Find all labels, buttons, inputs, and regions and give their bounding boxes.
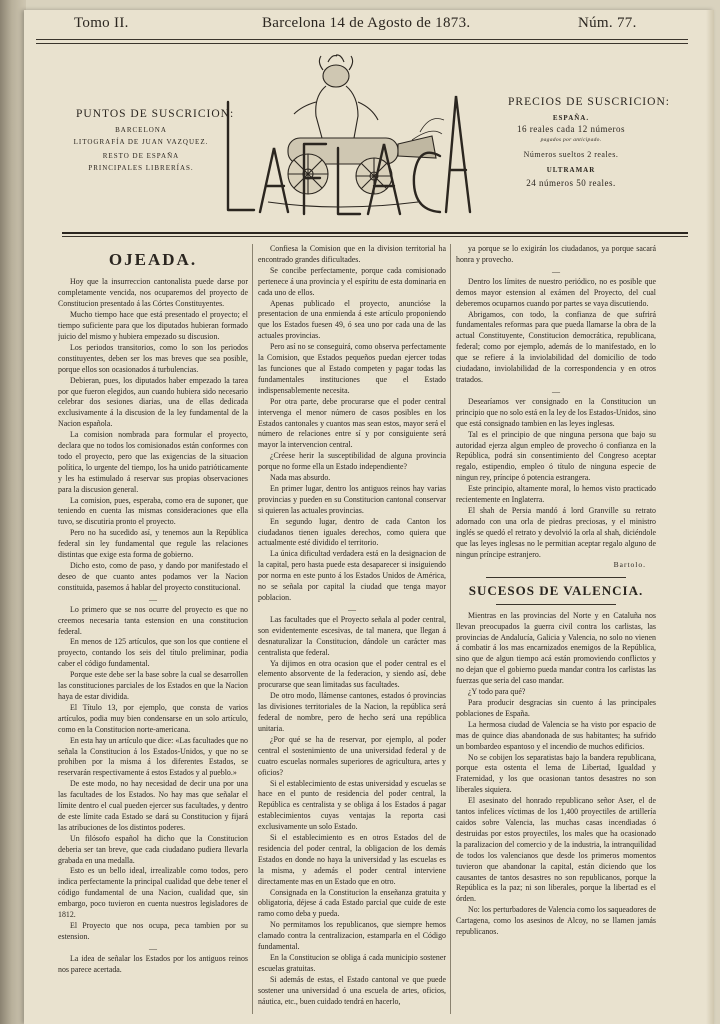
book-binding (0, 0, 26, 1024)
page-edge-shadow (706, 10, 714, 1024)
dateline: Barcelona 14 de Agosto de 1873. (262, 15, 471, 31)
masthead-rule-thin (62, 236, 688, 237)
column-2 (258, 244, 446, 1020)
header-rule-top (36, 39, 688, 40)
subscription-line: RESTO DE ESPAÑA (102, 152, 180, 160)
masthead-rule (62, 232, 688, 234)
paragraph: Tal es el principio de que ninguna persona que bajo su autoridad ejerza algun empleo de provecho ó confianza en la República, podrá sin consentimiento del Congreso aceptar regalo, estipendio, empleo ó título de ninguna especie de ningun rey, príncipe ó potencia estrangera. (456, 429, 656, 483)
paragraph: Hoy que la insurreccion cantonalista puede darse por completamente vencida, nos ocuparemos del proyecto de Constitucion presentado á las Córtes Constituyentes. (58, 277, 248, 309)
price-twelve-issues: 16 reales cada 12 números (517, 124, 625, 134)
paragraph: De este modo, no hay necesidad de decir una por una las facultades de los Estados. No hay mas que señalar el límite dentro el cual pueden ejercer sus facultades, y dentro de este límite cada Estado se dará su Constitucion y fijará las atribuciones de los distintos poderes. (58, 779, 248, 832)
paragraph: En esta hay un artículo que dice: «Las facultades que no señala la Constitucion á los Estados-Unidos, y que no se prohiben por la misma á los diferentes Estados, se reservarán respectivamente á estos Estados y al pueblo.» (58, 735, 248, 778)
paragraph: Apenas publicado el proyecto, anuncióse la presentacion de una enmienda á este artículo proponiendo que los Estados fuesen 49, ó sea uno por cada una de las actuales provincias. (258, 298, 446, 341)
subscription-line: PRINCIPALES LIBRERÍAS. (88, 164, 194, 172)
paragraph: Si además de estas, el Estado cantonal ve que puede sostener una universidad ó una escuela de artes, oficios, náutica, etc., buen cuidado tendrá en hacerlo, (258, 974, 446, 1006)
subscription-points-title: PUNTOS DE SUSCRICION: (76, 108, 235, 120)
paragraph: Se concibe perfectamente, porque cada comisionado pertenece á una provincia y el espíritu de esta dominaria en cada uno de ellos. (258, 265, 446, 297)
paragraph: Esto es un bello ideal, irrealizable como todos, pero indica perfectamente la principal cualidad que debe tener el código fundamental de una Nacion, cualidad que, sin embargo, poco tuvieron en cuenta nuestros legisladores de 1812. (58, 866, 248, 920)
section-separator: — (552, 266, 560, 276)
prices-espana: ESPAÑA. (552, 114, 590, 122)
paragraph: Si el establecimiento de estas universidad y escuelas se hace en el punto de residencia del poder central, la República es centralista y se obliga á los Estados á pagar establecimientos cuyas ventajas la reporta casi exclusivamente un solo Estado. (258, 778, 446, 832)
paragraph: En primer lugar, dentro los antiguos reinos hay varias provincias y pueden en su Constitucion cantonal conservar si quieren las actuales provincias. (258, 483, 446, 515)
paragraph: Para producir desgracias sin cuento á las principales poblaciones de España. (456, 698, 656, 718)
column-1 (58, 244, 248, 1020)
paragraph: Mucho tiempo hace que está presentado el proyecto; el tiempo suficiente para que los diputados hubieran formado juicio del mismo y hubiera empezado su discusion. (58, 310, 248, 341)
paragraph: El asesinato del honrado republicano señor Aser, el de tantos infelices víctimas de los 1,400 proyectiles de artillería caidos sobre Valencia, las muchas casas incendiadas ó destruidas por estos proyectiles, los males que ha ocasionado la paralizacion del comercio y de la industria, la intranquilidad de todos los valencianos que desde los primeros momentos tuvieron que abandonar la capital, están diciendo que los causantes de tantos desastres no son republicanos, porque la República es la paz; ni son liberales, porque la libertad es el órden. (456, 796, 656, 904)
paragraph: Porque este debe ser la base sobre la cual se desarrollen las constituciones parciales de los Estados en que la Nacion haya de estar dividida. (58, 670, 248, 701)
paragraph: Dicho esto, como de paso, y dando por manifestado el deseo de que cuanto antes podamos ver la Nacion constituida, pasemos á hablar del proyecto constitucional. (58, 561, 248, 592)
section-rule (486, 577, 626, 578)
section-separator: — (149, 594, 157, 604)
paragraph: De otro modo, llámense cantones, estados ó provincias las divisiones territoriales de la Nacion, la república será federal de nombre, pero de hecho será una república unitaria. (258, 691, 446, 733)
paragraph: En segundo lugar, dentro de cada Canton los ciudadanos tienen iguales derechos, como quiera que actualmente esté dividido el territorio. (258, 516, 446, 548)
paragraph: En la Constitucion se obliga á cada municipio sostener escuelas gratuitas. (258, 953, 446, 973)
paragraph: Un filósofo español ha dicho que la Constitucion deberia ser tan breve, que cada ciudadano pudiera llevarla grabada en una medalla. (58, 833, 248, 865)
paragraph: Mientras en las provincias del Norte y en Cataluña nos llevan preocupados la guerra civil contra los carlistas, las provincias de Andalucía, Galicia y Valencia, no solo no vienen á combatir á los mas encarnizados enemigos de la República, sino que de algun tiempo acá están promoviendo conflictos y no dejan que el gobierno pueda mandar contra los carlistas las fuerzas que seria del caso mandar. (456, 610, 656, 686)
article-title-valencia: SUCESOS DE VALENCIA. (468, 582, 644, 598)
section-separator: — (552, 386, 560, 396)
header-rule-bottom (36, 43, 688, 44)
masthead-title: LA FLACA (340, 226, 346, 227)
masthead (198, 52, 488, 228)
paragraph: Nada mas absurdo. (270, 473, 331, 483)
author-signature: Bartolo. (613, 560, 646, 570)
paragraph: Lo primero que se nos ocurre del proyecto es que no creemos necesaria tanta estension en una constitucion federal. (58, 604, 248, 636)
paragraph: En menos de 125 artículos, que son los que contiene el proyecto, contando los seis del título preliminar, podia caber el código fundamental. (58, 637, 248, 669)
paragraph: La comision, pues, esperaba, como era de suponer, que teniendo en cuenta las mismas consideraciones que ella tuvo, se discutiria pronto el proyecto. (58, 495, 248, 527)
paragraph: Dentro los límites de nuestro periódico, no es posible que demos mayor estension al exámen del Proyecto, del cual deberemos ocuparnos cuando por partes se vaya discutiendo. (456, 276, 656, 308)
column-3 (456, 244, 656, 1020)
paragraph: El Proyecto que nos ocupa, peca tambien por su estension. (58, 921, 248, 941)
subscription-line: LITOGRAFÍA DE JUAN VAZQUEZ. (73, 138, 209, 146)
paragraph: Desearíamos ver consignado en la Constitucion un principio que no solo está en la ley de los Estados-Unidos, sino que está consignado tambien en las leyes inglesas. (456, 396, 656, 428)
paragraph: La comision nombrada para formular el proyecto, declara que no todos los comisionados están conformes con todo el proyecto, pero que las exigencias de la situacion política, lo urgente del tiempo, los ha unido patrióticamente y les ha estimulado á reservar sus propias observaciones para la discusion general. (58, 430, 248, 494)
paragraph: Las facultades que el Proyecto señala al poder central, son evidentemente escesivas, de tal manera, que llegan á desnaturalizar la Constitucion, dándole un carácter mas centralista que federal. (258, 614, 446, 657)
paragraph: ya porque se lo exigirán los ciudadanos, ya porque sacará honra y provecho. (456, 244, 656, 264)
cannon-figure-drawing (268, 55, 444, 207)
paragraph: La única dificultad verdadera está en la designacion de la capital, pero hasta puede esta desaparecer si insiguiendo por norma en este punto á los Estados Unidos de América, no se señala por capital la ciudad que tenga mayor poblacion. (258, 549, 446, 602)
paragraph: Debieran, pues, los diputados haber empezado la tarea por que fueron elegidos, aun cuando hubiera sido necesario celebrar dos sesiones diarias, una de ellas dedicada exclusivamente á la discusion de la ley fundamental de la Nacion española. (58, 375, 248, 429)
paragraph: No permitamos los republicanos, que siempre hemos clamado contra la centralizacion, estamparla en el Código fundamental. (258, 920, 446, 952)
issue-number: Núm. 77. (578, 15, 637, 31)
paragraph: Pero no ha sucedido así, y tenemos aun la República federal sin ley fundamental que regule las relaciones distintas que exige esta forma de gobierno. (58, 528, 248, 560)
article-title-ojeada: OJEADA. (108, 250, 198, 269)
paragraph: ¿Créese herir la susceptibilidad de alguna provincia porque no forme ella un Estado independiente? (258, 451, 446, 472)
price-ultramar: 24 números 50 reales. (526, 178, 616, 188)
paragraph: Si el establecimiento es en otros Estados del de residencia del poder central, la obligacion de los demás Estados en donde no haya la universidad y las escuelas es la misma, y además el poder central interviene directamente mas en un Estado que en otro. (258, 833, 446, 886)
price-single-issue: Números sueltos 2 reales. (523, 150, 619, 159)
masthead-illustration (198, 52, 488, 228)
paragraph: El Título 13, por ejemplo, que consta de varios artículos, podia muy bien condensarse en un solo artículo, como en la Constitucion norte-americana. (58, 702, 248, 734)
column-divider (252, 244, 253, 1014)
price-note: pagados por anticipado. (540, 137, 602, 143)
paragraph: No: los perturbadores de Valencia como los saqueadores de Cartagena, como los asesinos de Alcoy, no se llamen jamás republicanos. (456, 905, 656, 937)
paragraph: ¿Y todo para qué? (468, 687, 526, 697)
paragraph: Confiesa la Comision que en la division territorial ha encontrado grandes dificultades. (258, 244, 446, 264)
paragraph: Consignada en la Constitucion la enseñanza gratuita y obligatoria, déjese á cada Estado parcial que cuide de este ramo como deba y pueda. (258, 887, 446, 919)
section-rule (496, 604, 616, 605)
paragraph: Este principio, altamente moral, lo hemos visto practicado recientemente en Inglaterra. (456, 484, 656, 505)
prices-title: PRECIOS DE SUSCRICION: (508, 96, 670, 108)
prices-ultramar: ULTRAMAR (546, 166, 596, 174)
paragraph: Por otra parte, debe procurarse que el poder central intervenga el menor número de casos posibles en los Estados cantonales y cuantos mas sean estos, mayor será el número de relaciones entre sí y por consiguiente será mayor la intervencion central. (258, 396, 446, 450)
paragraph: La hermosa ciudad de Valencia se ha visto por espacio de mas de quince dias abandonada de sus habitantes; ha sufrido un bombardeo espantoso y el incendio de muchos edificios. (456, 719, 656, 751)
subscription-line: BARCELONA (115, 126, 167, 134)
paragraph: No se cobijen los separatistas bajo la bandera republicana, porque esta ostenta el lema de Libertad, Igualdad y Fraternidad, y los que ocasionan tantos desastres no son liberales siquiera. (456, 752, 656, 795)
paragraph: ¿Por qué se ha de reservar, por ejemplo, al poder central el sostenimiento de una universidad federal y de cuatro escuelas normales superiores de agricultura, artes y oficios? (258, 734, 446, 777)
paragraph: Ya dijimos en otra ocasion que el poder central es el elemento absorvente de la federacion, y siendo así, debe procurarse que sean limitadas sus facultades. (258, 658, 446, 690)
paragraph: Abrigamos, con todo, la confianza de que sufrirá fundamentales reformas para que pueda llamarse la obra de la actual Constituyente, Constitucion democrática, republicana, federal; como por ejemplo, además de lo manifestado, en lo que se refiere á la inviolabilidad del domicilio de todo ciudadano, inviolabilidad de la correspondencia y en otros tratados. (456, 309, 656, 384)
column-divider (450, 244, 451, 1014)
paragraph: Los periodos transitorios, como lo son los periodos constituyentes, deben ser los mas breves que sea posible, porque ellos son ocasionados á turbulencias. (58, 342, 248, 374)
paragraph: La idea de señalar los Estados por los antiguos reinos nos parece acertada. (58, 953, 248, 974)
paragraph: Pero así no se conseguirá, como observa perfectamente la Comision, que Estados pequeños puedan ejercer todas las funciones que al Estado competen y pagar todas las fundamentales instituciones que el Estado indispensablemente necesita. (258, 342, 446, 395)
section-separator: — (149, 943, 157, 953)
section-separator: — (348, 604, 356, 614)
paragraph: El shah de Persia mandó á lord Granville su retrato adornado con una orla de piedras preciosas, y el ministro inglés se quedó el retrato y devolvió la orla al shah, diciéndole que las leyes inglesas no le permitian aceptar regalo alguno de ningun príncipe estranjero. (456, 505, 656, 559)
volume-label: Tomo II. (74, 15, 129, 31)
